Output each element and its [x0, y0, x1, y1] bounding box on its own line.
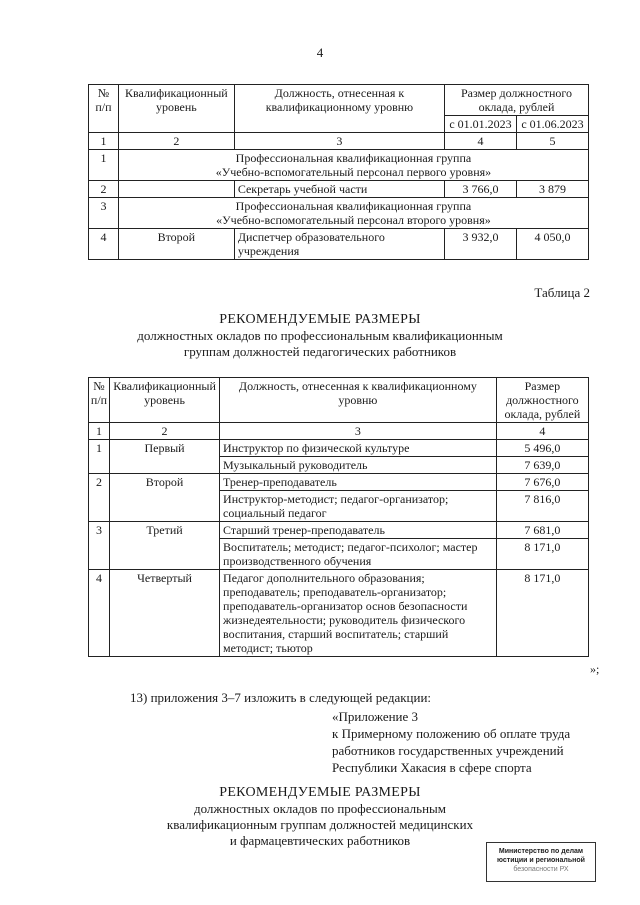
appendix-line: Республики Хакасия в сфере спорта [332, 760, 532, 775]
row-num: 4 [89, 229, 119, 260]
group-row [89, 198, 589, 229]
row-value: 7 676,0 [496, 474, 588, 491]
row-position: Воспитатель; методист; педагог-психолог; мастер производственного обучения [220, 539, 497, 570]
colnum: 4 [496, 423, 588, 440]
registration-stamp [486, 842, 596, 882]
row-position: Педагог дополнительного образования; преподаватель; преподаватель-организатор; преподаватель-организатор основ безопасности жизнедеятельности; руководитель физического воспитания, старший воспитатель; старший методист; тьютор [220, 570, 497, 657]
row-value-2: 4 050,0 [516, 229, 588, 260]
row-num: 2 [89, 181, 119, 198]
header-level: Квалификационный уровень [118, 85, 234, 133]
title-line: должностных окладов по профессиональным [193, 801, 446, 816]
header-date-1: с 01.01.2023 [445, 116, 517, 133]
group-title-line: «Учебно-вспомогательный персонал первого уровня» [215, 165, 492, 179]
row-level: Третий [110, 522, 220, 570]
colnum: 2 [118, 133, 234, 150]
title-line: квалификационным группам должностей медицинских [166, 817, 474, 832]
table-educational-support-staff [88, 84, 589, 260]
row-value-1: 3 766,0 [445, 181, 517, 198]
header-num: № п/п [89, 378, 110, 423]
row-level: Четвертый [110, 570, 220, 657]
stamp-line: Министерство по делам [498, 848, 584, 855]
row-num: 1 [89, 440, 110, 474]
stamp-line: юстиции и региональной [497, 857, 585, 864]
group-title-line: «Учебно-вспомогательный персонал второго уровня» [216, 213, 491, 227]
group-title-line: Профессиональная квалификационная группа [235, 151, 472, 165]
header-level: Квалификационный уровень [110, 378, 220, 423]
stamp-line: безопасности РХ [513, 866, 569, 873]
header-position: Должность, отнесенная к квалификационному уровню [220, 378, 497, 423]
row-num: 4 [89, 570, 110, 657]
table-pedagogical-staff [88, 377, 589, 657]
group-title [118, 150, 588, 181]
appendix-line: к Примерному положению об оплате труда [332, 726, 571, 741]
table-header-row [89, 85, 589, 116]
row-value: 5 496,0 [496, 440, 588, 457]
row-num: 3 [89, 522, 110, 570]
header-salary: Размер должностного оклада, рублей [496, 378, 588, 423]
table-caption: Таблица 2 [534, 285, 590, 300]
colnum: 1 [89, 423, 110, 440]
colnum: 4 [445, 133, 517, 150]
row-value-2: 3 879 [516, 181, 588, 198]
group-row [89, 150, 589, 181]
header-num: № п/п [89, 85, 119, 133]
row-position: Тренер-преподаватель [220, 474, 497, 491]
row-value: 8 171,0 [496, 539, 588, 570]
colnum: 2 [110, 423, 220, 440]
row-num: 2 [89, 474, 110, 522]
colnum: 5 [516, 133, 588, 150]
row-value-1: 3 932,0 [445, 229, 517, 260]
row-position: Инструктор-методист; педагог-организатор; социальный педагог [220, 491, 497, 522]
row-value: 8 171,0 [496, 570, 588, 657]
colnum: 3 [234, 133, 444, 150]
row-num: 3 [89, 198, 119, 229]
section-title [0, 312, 640, 360]
column-number-row [89, 133, 589, 150]
header-salary: Размер должностного оклада, рублей [445, 85, 589, 116]
title-main: РЕКОМЕНДУЕМЫЕ РАЗМЕРЫ [219, 785, 421, 800]
row-level: Второй [110, 474, 220, 522]
appendix-line: работников государственных учреждений [332, 743, 564, 758]
row-value: 7 816,0 [496, 491, 588, 522]
title-line: группам должностей педагогических работников [183, 344, 457, 359]
section-title [0, 785, 640, 849]
row-value: 7 639,0 [496, 457, 588, 474]
group-title-line: Профессиональная квалификационная группа [235, 199, 472, 213]
title-line: должностных окладов по профессиональным квалификационным [137, 328, 503, 343]
row-level [118, 181, 234, 198]
row-level: Второй [118, 229, 234, 260]
title-line: и фармацевтических работников [229, 833, 411, 848]
table-row [89, 229, 589, 260]
header-position: Должность, отнесенная к квалификационному уровню [234, 85, 444, 133]
table-row [89, 440, 589, 457]
row-position: Старший тренер-преподаватель [220, 522, 497, 539]
table-row [89, 570, 589, 657]
column-number-row [89, 423, 589, 440]
row-position: Секретарь учебной части [234, 181, 444, 198]
table-row [89, 474, 589, 491]
table-header-row [89, 378, 589, 423]
row-position: Музыкальный руководитель [220, 457, 497, 474]
row-value: 7 681,0 [496, 522, 588, 539]
row-position: Инструктор по физической культуре [220, 440, 497, 457]
colnum: 3 [220, 423, 497, 440]
row-position: Диспетчер образовательного учреждения [234, 229, 444, 260]
header-date-2: с 01.06.2023 [516, 116, 588, 133]
closing-quote: »; [590, 662, 600, 676]
appendix-reference [332, 708, 570, 776]
group-title [118, 198, 588, 229]
row-num: 1 [89, 150, 119, 181]
appendix-line: «Приложение 3 [332, 709, 419, 724]
row-level: Первый [110, 440, 220, 474]
colnum: 1 [89, 133, 119, 150]
table-row [89, 181, 589, 198]
page-number: 4 [316, 45, 324, 60]
title-main: РЕКОМЕНДУЕМЫЕ РАЗМЕРЫ [219, 312, 421, 327]
paragraph-13: 13) приложения 3–7 изложить в следующей редакции: [130, 690, 432, 705]
table-row [89, 522, 589, 539]
